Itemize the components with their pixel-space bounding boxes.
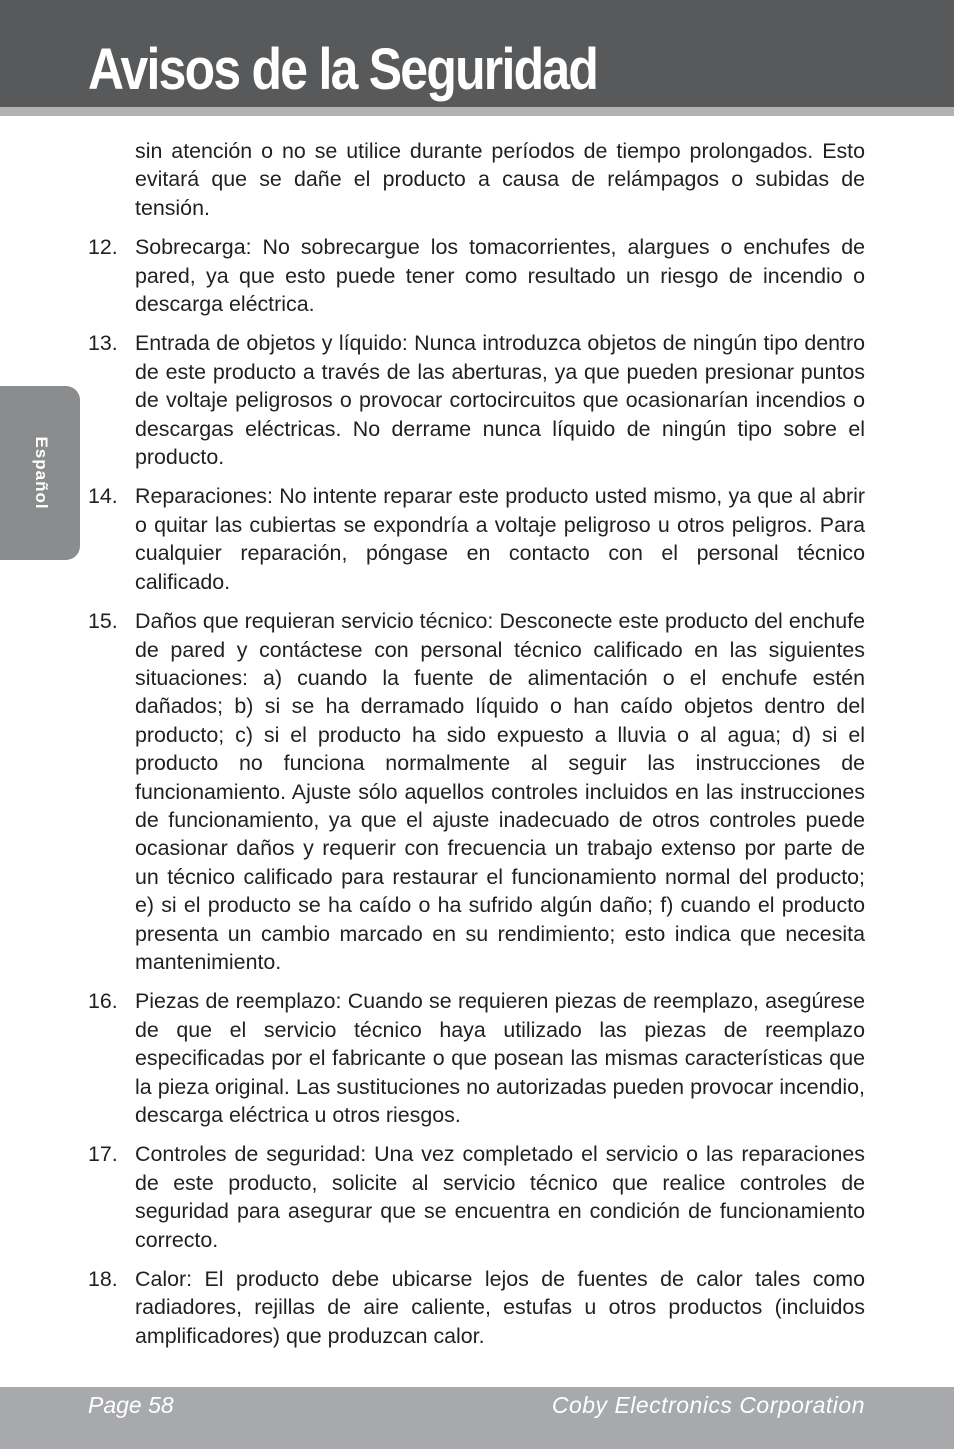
item-number: 12. — [88, 235, 118, 260]
item-number: 16. — [88, 989, 118, 1014]
continued-paragraph: sin atención o no se utilice durante períodos de tiempo prolongados. Esto evitará que se dañe el producto a causa de relámpagos o subidas de tensión. — [135, 139, 865, 220]
header-divider — [0, 107, 954, 116]
item-number: 13. — [88, 331, 118, 356]
item-text: Calor: El producto debe ubicarse lejos de fuentes de calor tales como radiadores, rejillas de aire caliente, estufas u otros productos (incluidos amplificadores) que produzcan calor. — [135, 1267, 865, 1348]
safety-list — [88, 137, 865, 1350]
list-item — [88, 987, 865, 1129]
list-item — [88, 1140, 865, 1254]
company-name: Coby Electronics Corporation — [551, 1392, 865, 1418]
list-item — [88, 607, 865, 976]
language-tab-label: Español — [32, 436, 51, 510]
page-number: Page 58 — [88, 1392, 174, 1418]
list-item — [88, 329, 865, 471]
item-number: 17. — [88, 1142, 118, 1167]
item-text: Controles de seguridad: Una vez completado el servicio o las reparaciones de este producto, solicite al servicio técnico que realice controles de seguridad para asegurar que se encuentra en condición de funcionamiento correcto. — [135, 1142, 865, 1252]
item-number: 15. — [88, 609, 118, 634]
list-item — [88, 482, 865, 596]
item-text: Entrada de objetos y líquido: Nunca introduzca objetos de ningún tipo dentro de este producto a través de las aberturas, ya que pueden presionar puntos de voltaje peligrosos o provocar cortocircuitos que ocasionarían incendios o descargas eléctricas. No derrame nunca líquido de ningún tipo sobre el producto. — [135, 331, 865, 470]
item-number: 14. — [88, 484, 118, 509]
page-title: Avisos de la Seguridad — [88, 37, 598, 102]
list-item — [88, 1265, 865, 1350]
item-number: 18. — [88, 1267, 118, 1292]
item-text: Sobrecarga: No sobrecargue los tomacorrientes, alargues o enchufes de pared, ya que esto puede tener como resultado un riesgo de incendio o descarga eléctrica. — [135, 235, 865, 317]
list-item — [88, 233, 865, 318]
item-text: Reparaciones: No intente reparar este producto usted mismo, ya que al abrir o quitar las cubiertas se expondría a voltaje peligroso u otros peligros. Para cualquier reparación, póngase en contacto con el personal técnico calificado. — [135, 484, 865, 594]
item-text: Piezas de reemplazo: Cuando se requieren piezas de reemplazo, asegúrese de que el servicio técnico haya utilizado las piezas de reemplazo especificadas por el fabricante o que posean las mismas características que la pieza original. Las sustituciones no autorizadas pueden provocar incendio, descarga eléctrica u otros riesgos. — [135, 989, 865, 1127]
item-text: Daños que requieran servicio técnico: Desconecte este producto del enchufe de pared y contáctese con personal técnico calificado en las siguientes situaciones: a) cuando la fuente de alimentación o el enchufe estén dañados; b) si se ha derramado líquido o han caído objetos dentro del producto; c) si el producto ha sido expuesto a lluvia o al agua; d) si el producto no funciona normalmente al seguir las instrucciones de funcionamiento. Ajuste sólo aquellos controles incluidos en las instrucciones de funcionamiento, ya que el ajuste inadecuado de otros controles puede ocasionar daños y requerir con frecuencia un trabajo extenso por parte de un técnico calificado para restaurar el funcionamiento normal del producto; e) si el producto se ha caído o ha sufrido algún daño; f) cuando el producto presenta un cambio marcado en su rendimiento; esto indica que necesita mantenimiento. — [135, 609, 865, 974]
